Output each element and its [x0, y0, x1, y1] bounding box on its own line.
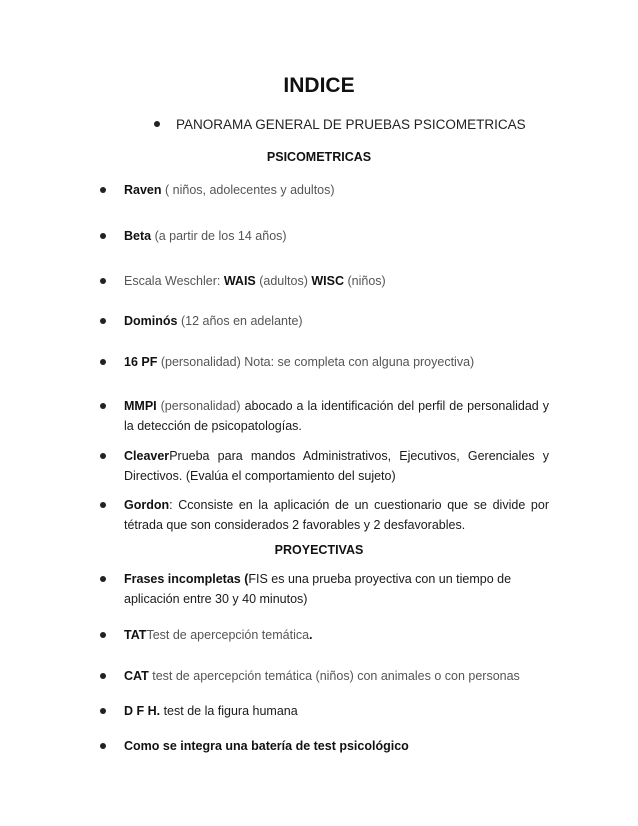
list-item-cat	[124, 666, 549, 686]
bullet-icon	[100, 708, 106, 714]
bullet-icon	[100, 403, 106, 409]
page-title: INDICE	[283, 74, 355, 97]
list-item-integra	[124, 736, 549, 756]
item-text: ( niños, adolecentes y adultos)	[161, 183, 335, 197]
bullet-icon	[100, 318, 106, 324]
item-bold: Dominós	[124, 314, 178, 328]
item-bold: 16 PF	[124, 355, 158, 369]
list-item-frases	[124, 569, 544, 609]
item-text: (personalidad)	[156, 399, 245, 413]
item-text: (personalidad) Nota: se completa con alguna proyectiva)	[157, 355, 475, 369]
list-item-dfh	[124, 701, 549, 721]
item-bold: Como se integra una batería de test psicológico	[124, 739, 409, 753]
item-bold: D F H.	[124, 704, 161, 718]
list-item-beta	[124, 226, 549, 246]
item-text: test de la figura humana	[160, 704, 298, 718]
bullet-icon	[100, 278, 106, 284]
item-bold: Raven	[124, 183, 162, 197]
item-text: Escala Weschler:	[124, 274, 224, 288]
item-text: (adultos)	[255, 274, 312, 288]
item-text: abocado a la identificación del perfil de personalidad y la detección de psicopatologías.	[124, 399, 550, 433]
bullet-icon	[100, 233, 106, 239]
bullet-icon	[154, 121, 160, 127]
item-text: (12 años en adelante)	[177, 314, 303, 328]
item-bold: TAT	[124, 628, 147, 642]
item-text: FIS es una prueba proyectiva con un tiempo de aplicación entre 30 y 40 minutos)	[124, 572, 512, 606]
bullet-icon	[100, 743, 106, 749]
list-item-weschler	[124, 271, 549, 291]
item-bold: .	[309, 628, 313, 642]
item-bold: Gordon	[124, 498, 170, 512]
list-item-dominos	[124, 311, 549, 331]
bullet-icon	[100, 453, 106, 459]
item-bold: Beta	[124, 229, 152, 243]
bullet-icon	[100, 187, 106, 193]
item-bold: WISC	[311, 274, 344, 288]
section-heading-proyectivas: PROYECTIVAS	[274, 543, 364, 557]
bullet-icon	[100, 502, 106, 508]
item-bold: MMPI	[124, 399, 157, 413]
item-bold: Frases incompletas (	[124, 572, 249, 586]
item-text: test de apercepción temática (niños) con animales o con personas	[148, 669, 520, 683]
item-text: Test de apercepción temática	[146, 628, 310, 642]
item-text: : Cconsiste en la aplicación de un cuestionario que se divide por tétrada que son considerados 2 favorables y 2 desfavorables.	[124, 498, 549, 532]
item-bold: WAIS	[223, 274, 256, 288]
list-item-raven	[124, 180, 549, 200]
list-item-mmpi	[124, 396, 549, 436]
subtitle: PANORAMA GENERAL DE PRUEBAS PSICOMETRICAS	[176, 117, 526, 132]
bullet-icon	[100, 359, 106, 365]
section-heading-psicometricas: PSICOMETRICAS	[266, 150, 372, 164]
item-text: (a partir de los 14 años)	[151, 229, 287, 243]
bullet-icon	[100, 673, 106, 679]
item-text: (niños)	[344, 274, 386, 288]
list-item-gordon	[124, 495, 549, 535]
list-item-cleaver	[124, 446, 549, 486]
bullet-icon	[100, 576, 106, 582]
list-item-16pf	[124, 352, 549, 372]
item-bold: Cleaver	[124, 449, 170, 463]
item-bold: CAT	[124, 669, 149, 683]
item-text: Prueba para mandos Administrativos, Ejecutivos, Gerenciales y Directivos. (Evalúa el comportamiento del sujeto)	[124, 449, 549, 483]
bullet-icon	[100, 632, 106, 638]
list-item-tat	[124, 625, 549, 645]
